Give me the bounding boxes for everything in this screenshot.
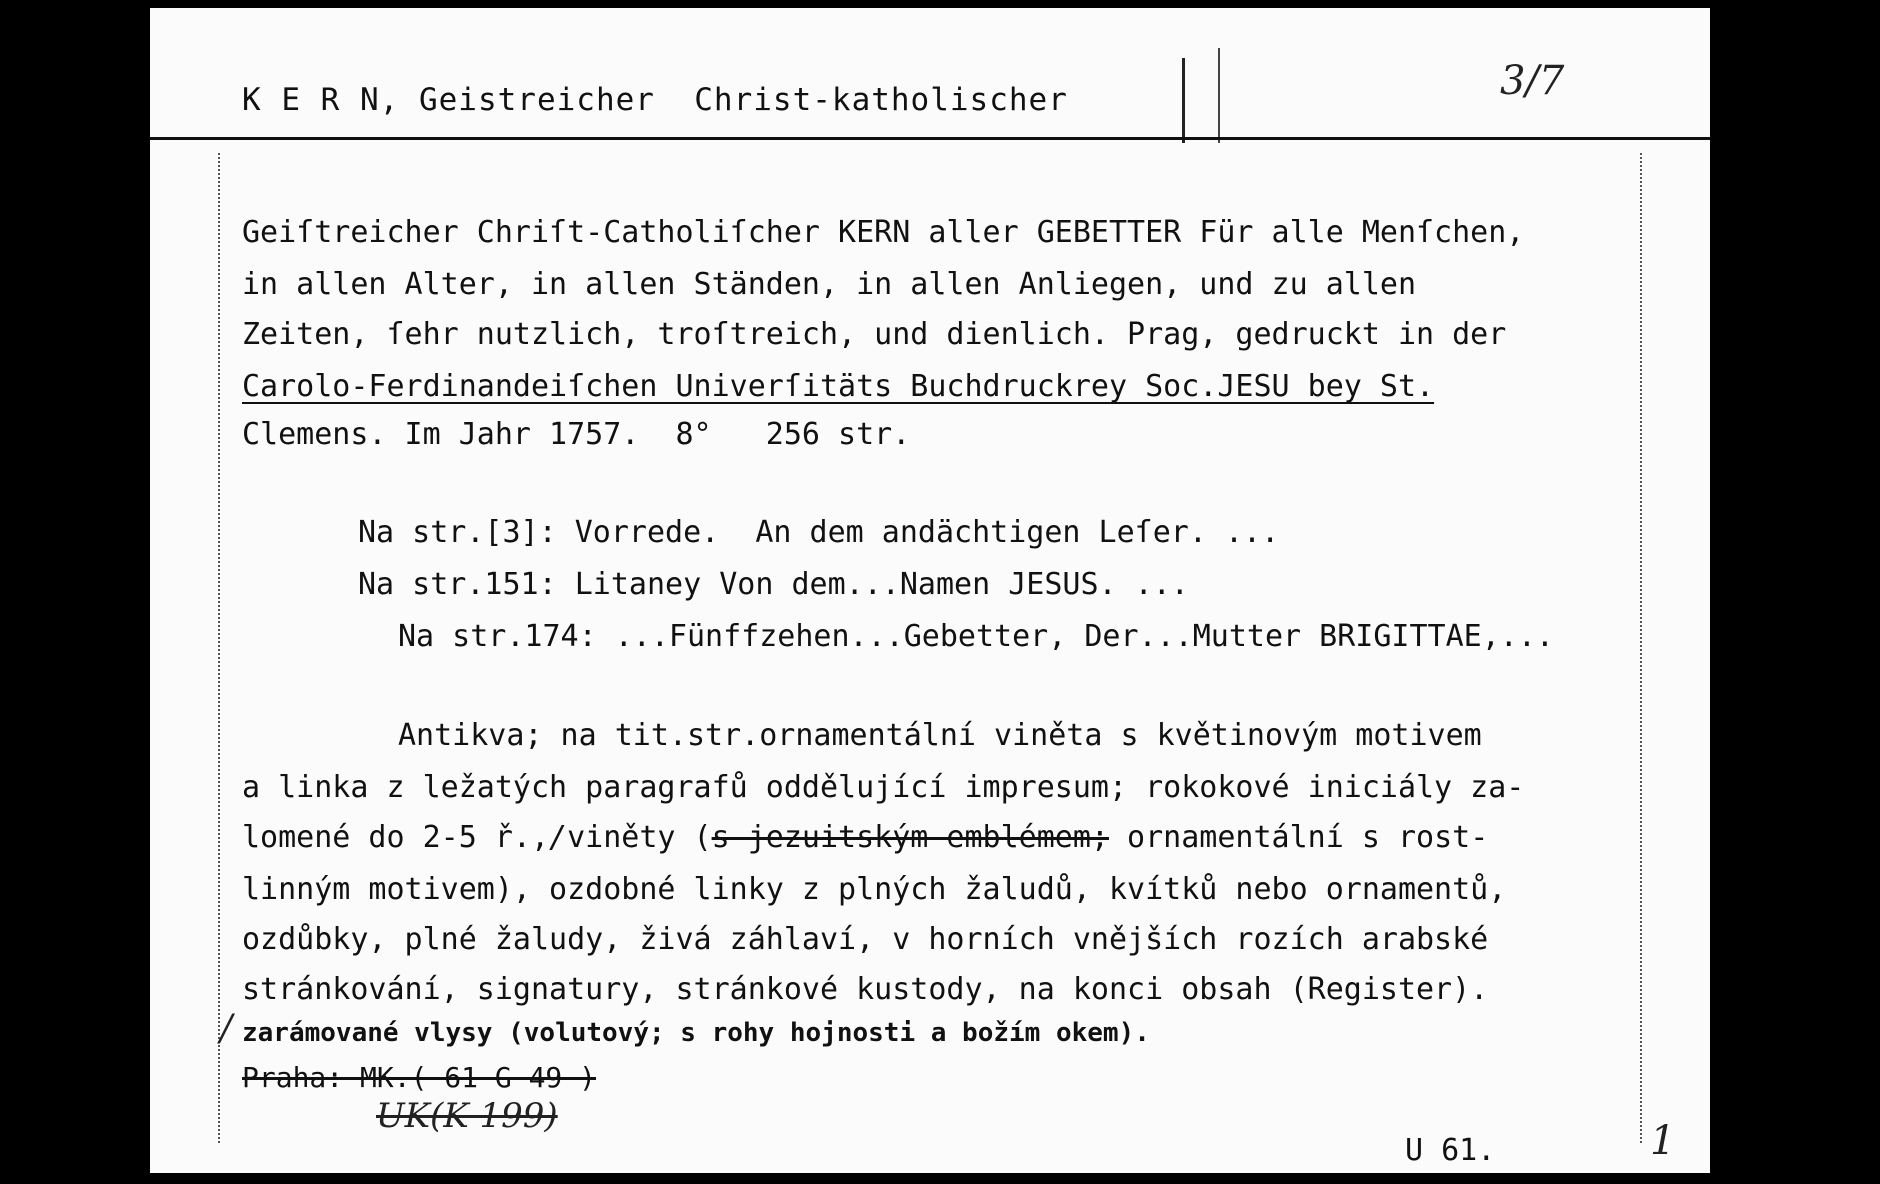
struck-text: s jezuitským emblémem; — [711, 820, 1109, 855]
contents-line: Na str.[3]: Vorrede. An dem andächtigen Leſer. ... — [358, 515, 1280, 550]
description-line: ozdůbky, plné žaludy, živá záhlaví, v horních vnějších rozích arabské — [242, 922, 1489, 957]
description-text: viněty ( — [567, 820, 712, 855]
description-line: a linka z ležatých paragrafů oddělující impresum; rokokové iniciály za- — [242, 770, 1525, 805]
title-line: Geiſtreicher Chriſt-Catholiſcher KERN aller GEBETTER Für alle Menſchen, — [242, 215, 1525, 250]
handwritten-number: 1 — [1650, 1118, 1676, 1164]
description-line: stránkování, signatury, stránkové kustody, na konci obsah (Register). — [242, 972, 1489, 1007]
catalog-card — [150, 8, 1710, 1173]
title-line: Zeiten, ſehr nutzlich, troſtreich, und dienlich. Prag, gedruckt in der — [242, 317, 1507, 352]
struck-location: Praha: MK.( 61 G 49 ) — [242, 1061, 597, 1094]
description-line — [242, 820, 1489, 855]
addendum-line: zarámované vlysy (volutový; s rohy hojnosti a božím okem). — [242, 1018, 1150, 1048]
title-line: in allen Alter, in allen Ständen, in allen Anliegen, und zu allen — [242, 267, 1416, 302]
contents-line: Na str.174: ...Fünffzehen...Gebetter, Der...Mutter BRIGITTAE,... — [398, 619, 1554, 654]
handwritten-mark: 3/7 — [1500, 58, 1565, 104]
title-line: Clemens. Im Jahr 1757. 8° 256 str. — [242, 417, 911, 452]
description-text: ornamentální s rost- — [1108, 820, 1489, 855]
card-heading: K E R N, Geistreicher Christ-katholischer — [242, 82, 1068, 118]
handwritten-insert-mark: / — [549, 820, 568, 855]
description-line: linným motivem), ozdobné linky z plných žaludů, kvítků nebo ornamentů, — [242, 872, 1507, 907]
handwritten-location: UK(K 199) — [376, 1096, 558, 1136]
shelfmark: U 61. — [1405, 1133, 1496, 1168]
title-line: Carolo-Ferdinandeiſchen Univerſitäts Buchdruckrey Soc.JESU bey St. — [242, 369, 1435, 404]
left-margin-rule — [218, 153, 220, 1143]
vertical-rule — [1182, 58, 1185, 143]
description-text: lomené do 2-5 ř., — [242, 820, 550, 855]
insert-mark: / — [220, 1008, 233, 1049]
right-margin-rule — [1640, 153, 1642, 1143]
description-line: Antikva; na tit.str.ornamentální viněta s květinovým motivem — [398, 718, 1482, 753]
vertical-rule — [1218, 48, 1220, 143]
heading-rule — [150, 137, 1710, 140]
contents-line: Na str.151: Litaney Von dem...Namen JESUS. ... — [358, 567, 1189, 602]
